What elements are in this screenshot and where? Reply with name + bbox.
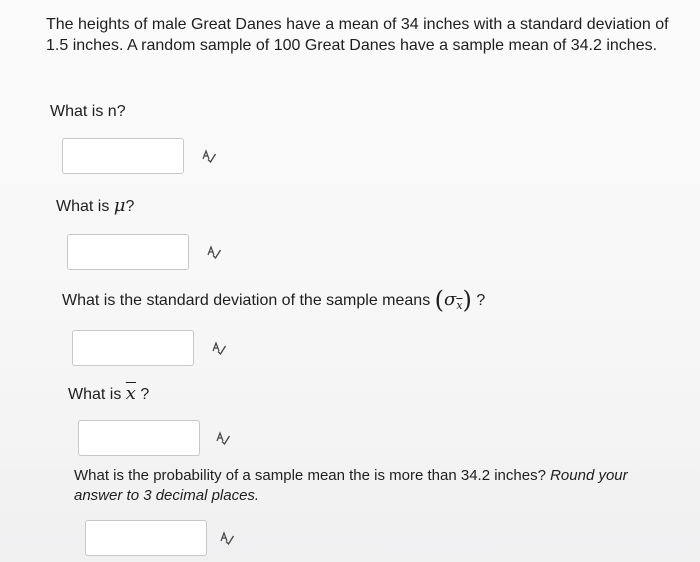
- xbar-symbol: $\overline{x}$: [125, 383, 136, 404]
- spell-check-icon[interactable]: [211, 340, 227, 356]
- question-n-label: [50, 102, 126, 122]
- question-xbar-suffix: ?: [135, 386, 150, 403]
- mu-symbol: μ: [113, 195, 126, 216]
- spell-check-icon[interactable]: [201, 148, 217, 164]
- sigma-subscript: x: [456, 299, 463, 312]
- question-mu-prefix: What is: [56, 198, 114, 215]
- sigma-symbol: σ: [444, 289, 457, 310]
- question-n-text: What is n?: [50, 103, 126, 120]
- question-probability-text: What is the probability of a sample mean the is more than 34.2 inches?: [74, 467, 551, 484]
- question-xbar-label: [68, 384, 149, 405]
- question-sd-label: [62, 286, 486, 316]
- spell-check-icon[interactable]: [215, 430, 231, 446]
- question-probability-instruction: Round your answer to 3 decimal places.: [74, 467, 628, 504]
- answer-xbar-input[interactable]: [78, 420, 200, 456]
- spell-check-icon[interactable]: [219, 530, 235, 546]
- problem-statement: The heights of male Great Danes have a mean of 34 inches with a standard deviation of 1.5 inches. A random sample of 100 Great Danes have a sample mean of 34.2 inches.: [46, 16, 669, 54]
- spell-check-icon[interactable]: [206, 244, 222, 260]
- answer-n-input[interactable]: [62, 138, 184, 174]
- close-paren: ): [462, 286, 472, 314]
- question-probability-label: [74, 466, 674, 506]
- answer-mu-input[interactable]: [67, 234, 189, 270]
- answer-probability-input[interactable]: [85, 520, 207, 556]
- question-mu-suffix: ?: [125, 198, 135, 215]
- answer-sd-input[interactable]: [72, 330, 194, 366]
- question-mu-label: [56, 196, 134, 217]
- question-sd-suffix: ?: [471, 292, 486, 309]
- open-paren: (: [434, 286, 445, 314]
- question-xbar-prefix: What is: [68, 386, 126, 403]
- question-sd-prefix: What is the standard deviation of the sample means: [62, 292, 435, 309]
